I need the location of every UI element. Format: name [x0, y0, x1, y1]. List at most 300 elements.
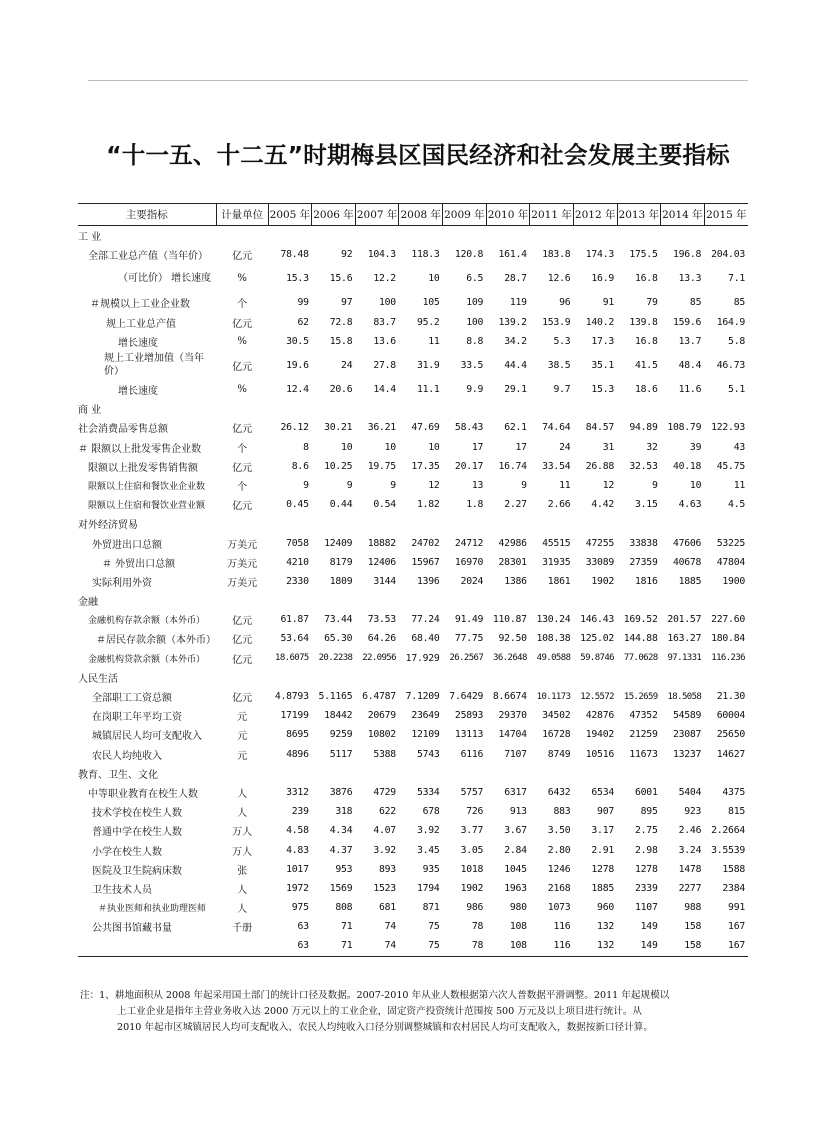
value-cell: 14627 — [716, 748, 745, 760]
value-cell: 4729 — [373, 786, 396, 798]
indicators-table — [78, 203, 748, 957]
value-cell: 18882 — [367, 537, 396, 549]
value-cell: 24 — [559, 441, 571, 453]
value-cell: 85 — [733, 297, 745, 309]
value-cell: 1885 — [591, 882, 614, 894]
indicator-name: 外贸进出口总额 — [92, 539, 162, 551]
value-cell: 239 — [291, 806, 309, 818]
value-cell: 36.2648 — [493, 653, 527, 664]
indicator-name: 中等职业教育在校生人数 — [88, 788, 198, 800]
value-cell: 78 — [471, 921, 484, 933]
value-cell: 2.66 — [547, 499, 571, 511]
table-row — [78, 802, 748, 821]
value-cell: 46.73 — [716, 359, 745, 371]
value-cell: 5.1165 — [318, 691, 353, 703]
value-cell — [704, 764, 748, 783]
value-cell: 105 — [422, 297, 440, 309]
value-cell — [486, 591, 530, 610]
value-cell — [617, 591, 661, 610]
value-cell: 144.88 — [623, 633, 658, 645]
unit-cell — [216, 226, 268, 246]
value-cell: 30.5 — [286, 335, 309, 347]
value-cell: 20679 — [367, 710, 396, 722]
value-cell: 31 — [602, 441, 614, 453]
value-cell: 25650 — [716, 729, 745, 741]
value-cell: 116 — [530, 936, 574, 956]
value-cell: 130.24 — [536, 614, 571, 626]
unit-cell: 人 — [237, 808, 248, 820]
value-cell: 75 — [399, 936, 443, 956]
value-cell: 96 — [559, 297, 571, 309]
value-cell: 61.87 — [280, 614, 309, 626]
value-cell — [573, 668, 617, 687]
value-cell: 5.1 — [728, 384, 745, 396]
table-row — [78, 745, 748, 764]
indicator-name: 人民生活 — [78, 673, 118, 685]
value-cell — [355, 668, 399, 687]
unit-cell: 元 — [237, 750, 248, 762]
value-cell: 1278 — [591, 863, 614, 875]
value-cell: 183.8 — [542, 249, 571, 261]
value-cell — [704, 668, 748, 687]
value-cell: 4.63 — [678, 499, 702, 511]
indicator-name — [78, 936, 216, 956]
value-cell: 5117 — [329, 748, 353, 760]
unit-cell: % — [237, 384, 247, 396]
value-cell: 45515 — [542, 537, 571, 549]
value-cell: 21259 — [629, 729, 658, 741]
value-cell: 10516 — [585, 748, 614, 760]
table-row — [78, 438, 748, 457]
value-cell: 30.21 — [324, 422, 353, 434]
value-cell: 29370 — [498, 710, 527, 722]
value-cell: 13 — [471, 479, 484, 491]
value-cell: 1972 — [286, 882, 309, 894]
value-cell — [530, 226, 574, 246]
value-cell: 167 — [704, 936, 748, 956]
value-cell — [486, 399, 530, 418]
value-cell: 204.03 — [711, 249, 745, 261]
value-cell: 8179 — [329, 556, 353, 568]
table-row — [78, 495, 748, 514]
value-cell: 59.8746 — [580, 653, 614, 664]
value-cell: 1885 — [678, 575, 702, 587]
table-row — [78, 264, 748, 293]
table-row — [78, 917, 748, 936]
table-row — [78, 783, 748, 802]
value-cell: 681 — [379, 902, 396, 914]
header-year: 2014 年 — [661, 204, 705, 226]
value-cell: 31935 — [542, 556, 571, 568]
value-cell: 10 — [689, 479, 702, 491]
value-cell — [661, 668, 705, 687]
table-row — [78, 313, 748, 332]
value-cell: 79 — [646, 297, 658, 309]
value-cell: 1386 — [504, 575, 527, 587]
value-cell — [530, 514, 574, 533]
value-cell: 13113 — [454, 729, 484, 741]
value-cell: 48.4 — [678, 359, 702, 371]
unit-cell: 万美元 — [227, 577, 258, 589]
indicator-name: 教育、卫生、文化 — [78, 769, 158, 781]
value-cell: 16.8 — [635, 273, 658, 285]
value-cell: 1018 — [460, 863, 484, 875]
value-cell: 47.69 — [411, 422, 440, 434]
value-cell — [355, 591, 399, 610]
table-row — [78, 457, 748, 476]
table-row — [78, 591, 748, 610]
indicator-name: 规上工业增加值（当年价） — [104, 353, 204, 378]
value-cell: 815 — [728, 806, 745, 818]
value-cell — [573, 764, 617, 783]
table-row — [78, 533, 748, 552]
unit-cell: 人 — [237, 884, 248, 896]
value-cell: 10 — [384, 441, 396, 453]
value-cell: 1963 — [504, 882, 527, 894]
value-cell: 2277 — [678, 882, 702, 894]
value-cell — [268, 764, 312, 783]
value-cell — [355, 514, 399, 533]
table-row — [78, 629, 748, 648]
unit-cell: 元 — [237, 731, 248, 743]
indicator-name: 增长速度 — [118, 337, 158, 349]
value-cell: 678 — [422, 806, 440, 818]
value-cell: 20.17 — [454, 460, 484, 472]
value-cell — [312, 668, 356, 687]
value-cell — [661, 764, 705, 783]
indicator-name: （可比价） 增长速度 — [118, 273, 212, 285]
value-cell: 53225 — [716, 537, 745, 549]
value-cell: 2330 — [286, 575, 309, 587]
table-row — [78, 610, 748, 629]
table-row — [78, 332, 748, 351]
table-row — [78, 293, 748, 312]
value-cell: 3.17 — [591, 825, 614, 837]
value-cell: 0.45 — [286, 499, 309, 511]
unit-cell: 亿元 — [232, 501, 253, 513]
value-cell — [704, 514, 748, 533]
value-cell — [704, 591, 748, 610]
value-cell: 94.89 — [629, 422, 658, 434]
value-cell: 32.53 — [629, 460, 658, 472]
unit-cell: 万美元 — [227, 558, 258, 570]
value-cell: 17199 — [280, 710, 309, 722]
value-cell — [399, 514, 443, 533]
value-cell: 4.07 — [373, 825, 396, 837]
unit-cell: 张 — [237, 865, 248, 877]
value-cell: 20.2238 — [318, 653, 353, 664]
unit-cell: 亿元 — [232, 361, 253, 373]
value-cell: 3.15 — [635, 499, 658, 511]
value-cell: 92 — [341, 249, 353, 261]
value-cell: 9 — [390, 479, 396, 491]
value-cell: 108 — [509, 921, 527, 933]
footnote — [80, 988, 750, 1036]
value-cell: 78.48 — [280, 249, 309, 261]
unit-cell: % — [237, 273, 247, 285]
value-cell: 2384 — [722, 882, 745, 894]
value-cell — [312, 514, 356, 533]
unit-cell: 个 — [237, 481, 248, 493]
unit-cell: 亿元 — [232, 251, 253, 263]
value-cell: 58.43 — [454, 422, 484, 434]
value-cell: 4.5 — [728, 499, 745, 511]
value-cell — [312, 764, 356, 783]
value-cell: 161.4 — [498, 249, 527, 261]
value-cell: 85 — [689, 297, 702, 309]
table-row — [78, 764, 748, 783]
value-cell: 12409 — [324, 537, 353, 549]
value-cell — [573, 226, 617, 246]
value-cell: 164.9 — [716, 316, 745, 328]
value-cell: 11.1 — [416, 384, 440, 396]
header-indicator: 主要指标 — [78, 204, 216, 226]
value-cell: 227.60 — [711, 614, 745, 626]
value-cell: 62 — [297, 316, 309, 328]
value-cell: 71 — [341, 921, 353, 933]
value-cell — [312, 591, 356, 610]
value-cell: 116.236 — [711, 653, 745, 664]
value-cell: 32 — [646, 441, 658, 453]
value-cell: 9 — [303, 479, 309, 491]
value-cell: 7.6429 — [449, 691, 484, 703]
value-cell: 22.0956 — [362, 653, 396, 664]
value-cell: 35.1 — [591, 359, 614, 371]
value-cell — [704, 399, 748, 418]
value-cell: 36.21 — [367, 422, 396, 434]
value-cell: 104.3 — [367, 249, 396, 261]
value-cell: 49.0588 — [536, 653, 571, 664]
value-cell: 83.7 — [373, 316, 396, 328]
value-cell: 4375 — [722, 786, 745, 798]
table-row — [78, 898, 748, 917]
value-cell: 960 — [597, 902, 614, 914]
value-cell — [530, 668, 574, 687]
value-cell: 158 — [684, 921, 702, 933]
value-cell: 12109 — [411, 729, 440, 741]
header-year: 2009 年 — [443, 204, 487, 226]
value-cell: 25893 — [454, 710, 484, 722]
value-cell: 40.18 — [672, 460, 702, 472]
table-row — [78, 245, 748, 264]
value-cell: 15.6 — [329, 273, 353, 285]
value-cell: 18442 — [324, 710, 353, 722]
unit-cell: 人 — [237, 788, 248, 800]
value-cell: 196.8 — [672, 249, 702, 261]
value-cell: 39 — [689, 441, 702, 453]
value-cell: 10 — [428, 273, 440, 285]
indicator-name: 在岗职工年平均工资 — [92, 712, 182, 724]
value-cell: 7107 — [504, 748, 527, 760]
value-cell: 895 — [640, 806, 658, 818]
value-cell — [443, 764, 487, 783]
value-cell: 12.2 — [373, 273, 396, 285]
value-cell: 47804 — [716, 556, 745, 568]
table-row — [78, 860, 748, 879]
table-row — [78, 380, 748, 399]
indicator-name: 普通中学在校生人数 — [92, 827, 182, 839]
value-cell: 1478 — [678, 863, 702, 875]
value-cell: 45.75 — [716, 460, 745, 472]
indicator-name: 增长速度 — [118, 386, 158, 398]
value-cell: 2.91 — [591, 844, 614, 856]
value-cell: 16.9 — [591, 273, 614, 285]
value-cell: 3144 — [373, 575, 396, 587]
table-row — [78, 725, 748, 744]
indicator-name: 社会消费品零售总额 — [78, 424, 168, 436]
unit-cell — [216, 668, 268, 687]
indicator-name: ＃ 外贸出口总额 — [102, 558, 176, 570]
unit-cell — [216, 591, 268, 610]
value-cell: 74.64 — [542, 422, 571, 434]
unit-cell: 亿元 — [232, 654, 253, 666]
value-cell: 47255 — [585, 537, 614, 549]
value-cell: 12.6 — [547, 273, 571, 285]
value-cell: 118.3 — [411, 249, 440, 261]
value-cell: 149 — [640, 921, 658, 933]
table-row — [78, 840, 748, 859]
value-cell: 180.84 — [711, 633, 745, 645]
value-cell: 4.42 — [591, 499, 614, 511]
value-cell: 34.2 — [504, 335, 527, 347]
value-cell: 17.35 — [411, 460, 440, 472]
indicator-name: 对外经济贸易 — [78, 520, 138, 532]
value-cell: 201.57 — [667, 614, 702, 626]
value-cell: 153.9 — [542, 316, 571, 328]
value-cell: 13.6 — [373, 335, 396, 347]
value-cell: 146.43 — [580, 614, 614, 626]
value-cell: 883 — [553, 806, 571, 818]
value-cell: 24 — [341, 359, 353, 371]
indicator-name: ＃居民存款余额（本外币） — [96, 635, 216, 647]
value-cell: 75 — [428, 921, 440, 933]
value-cell — [443, 399, 487, 418]
table-row — [78, 649, 748, 668]
unit-cell: 元 — [237, 712, 248, 724]
value-cell: 1902 — [591, 575, 614, 587]
unit-cell — [216, 514, 268, 533]
value-cell: 11 — [733, 479, 745, 491]
header-year: 2010 年 — [486, 204, 530, 226]
value-cell: 6.5 — [466, 273, 484, 285]
value-cell: 6001 — [635, 786, 658, 798]
value-cell: 11673 — [629, 748, 658, 760]
table-row — [78, 821, 748, 840]
indicator-name: ＃执业医师和执业助理医师 — [98, 904, 207, 915]
value-cell: 174.3 — [585, 249, 614, 261]
unit-cell: 亿元 — [232, 318, 253, 330]
value-cell: 12 — [428, 479, 440, 491]
value-cell: 54589 — [672, 710, 702, 722]
value-cell: 43 — [733, 441, 745, 453]
value-cell: 169.52 — [623, 614, 658, 626]
value-cell — [661, 226, 705, 246]
value-cell: 33089 — [585, 556, 614, 568]
value-cell: 6317 — [504, 786, 527, 798]
value-cell: 17 — [471, 441, 484, 453]
value-cell: 1588 — [722, 863, 745, 875]
value-cell: 16970 — [454, 556, 484, 568]
value-cell: 2.80 — [547, 844, 571, 856]
value-cell: 119 — [509, 297, 527, 309]
value-cell: 92.50 — [498, 633, 527, 645]
value-cell — [530, 399, 574, 418]
value-cell: 808 — [335, 902, 353, 914]
value-cell — [704, 226, 748, 246]
value-cell: 2.2664 — [711, 825, 745, 837]
value-cell: 71 — [312, 936, 356, 956]
value-cell: 16728 — [542, 729, 571, 741]
value-cell: 11 — [428, 335, 440, 347]
value-cell: 986 — [466, 902, 484, 914]
value-cell: 62.1 — [504, 422, 527, 434]
value-cell: 975 — [291, 902, 309, 914]
value-cell — [617, 399, 661, 418]
value-cell: 116 — [553, 921, 571, 933]
value-cell: 6116 — [460, 748, 484, 760]
value-cell: 8695 — [286, 729, 309, 741]
value-cell: 139.8 — [629, 316, 658, 328]
value-cell — [443, 226, 487, 246]
header-year: 2006 年 — [312, 204, 356, 226]
value-cell: 5334 — [416, 786, 440, 798]
value-cell: 14.4 — [373, 384, 396, 396]
unit-cell: 万人 — [232, 827, 253, 839]
indicator-name: ＃规模以上工业企业数 — [90, 299, 190, 311]
value-cell: 15.3 — [286, 273, 309, 285]
table-row — [78, 706, 748, 725]
value-cell: 1861 — [547, 575, 571, 587]
value-cell: 33.54 — [542, 460, 571, 472]
value-cell — [617, 764, 661, 783]
value-cell: 122.93 — [711, 422, 745, 434]
value-cell: 13.3 — [678, 273, 702, 285]
value-cell: 16.74 — [498, 460, 527, 472]
value-cell: 9 — [521, 479, 527, 491]
value-cell: 68.40 — [411, 633, 440, 645]
value-cell: 2.27 — [504, 499, 527, 511]
value-cell: 31.9 — [416, 359, 440, 371]
value-cell — [486, 668, 530, 687]
unit-cell: 个 — [237, 299, 248, 311]
value-cell: 907 — [597, 806, 614, 818]
indicator-name: 小学在校生人数 — [92, 846, 162, 858]
value-cell: 5404 — [678, 786, 702, 798]
value-cell: 6432 — [547, 786, 571, 798]
value-cell: 3.5539 — [711, 844, 745, 856]
table-row — [78, 399, 748, 418]
value-cell: 3.92 — [416, 825, 440, 837]
value-cell: 1809 — [329, 575, 353, 587]
value-cell: 1569 — [329, 882, 353, 894]
value-cell: 149 — [617, 936, 661, 956]
value-cell: 9.9 — [466, 384, 484, 396]
indicator-name: 技术学校在校生人数 — [92, 808, 182, 820]
value-cell: 9.7 — [553, 384, 571, 396]
value-cell: 91.49 — [454, 614, 484, 626]
unit-cell: 亿元 — [232, 424, 253, 436]
value-cell — [399, 764, 443, 783]
footnote-line: 注：1、耕地面积从 2008 年起采用国土部门的统计口径及数据。2007-2010 年从业人数根据第六次人普数据平滑调整。2011 年起规模以 — [80, 990, 670, 1001]
value-cell: 28301 — [498, 556, 527, 568]
value-cell: 159.6 — [672, 316, 702, 328]
indicator-name: 限额以上批发零售销售额 — [88, 462, 198, 474]
value-cell — [530, 764, 574, 783]
value-cell: 1017 — [286, 863, 309, 875]
table-row — [78, 687, 748, 706]
value-cell: 26.2567 — [449, 653, 484, 664]
value-cell: 20.6 — [329, 384, 353, 396]
